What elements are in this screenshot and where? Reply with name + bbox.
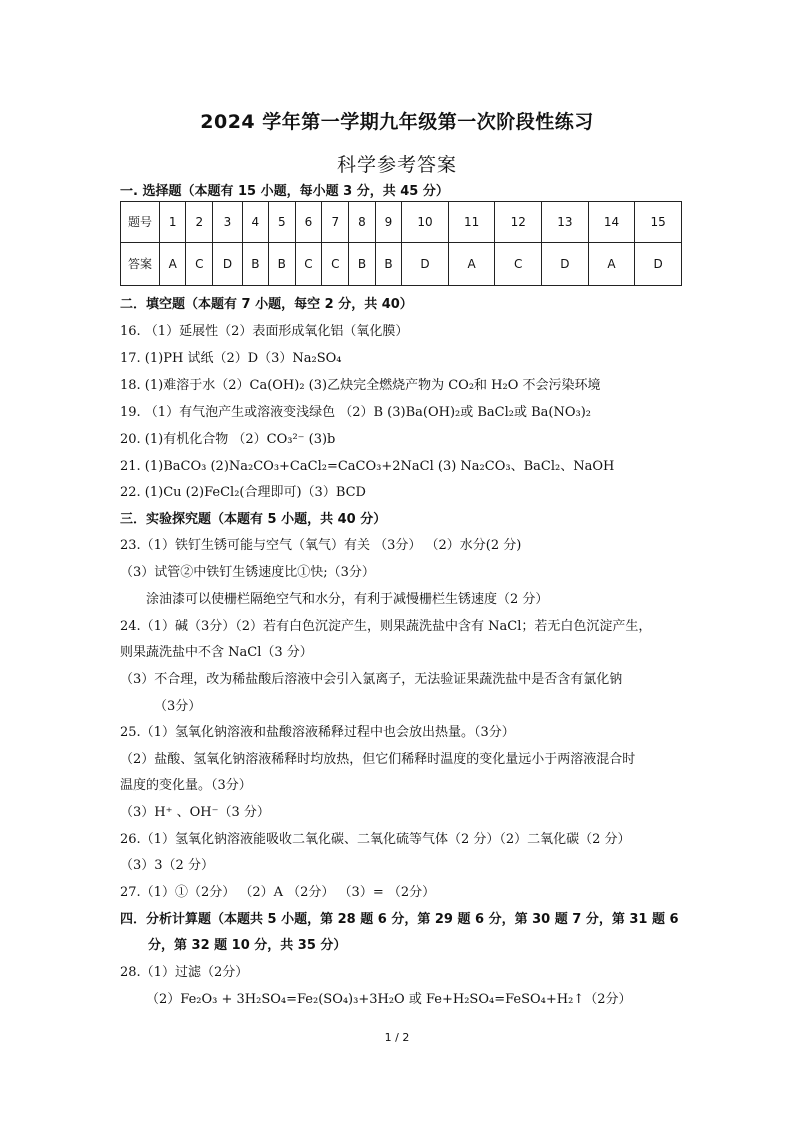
answer-line-25a: 25.（1）氢氧化钠溶液和盐酸溶液稀释过程中也会放出热量。（3分） xyxy=(120,725,515,740)
answer-cell: B xyxy=(269,243,295,286)
answer-cell: B xyxy=(375,243,401,286)
answer-cell: C xyxy=(295,243,322,286)
row-label-answer: 答案 xyxy=(121,243,160,286)
answer-line-25b: （2）盐酸、氢氧化钠溶液稀释时均放热，但它们稀释时温度的变化量远小于两溶液混合时 xyxy=(120,752,636,767)
section-heading-experiment: 三．实验探究题（本题有 5 小题，共 40 分） xyxy=(120,512,387,527)
page-number: 1 / 2 xyxy=(384,1031,410,1044)
question-number-cell: 3 xyxy=(213,202,242,243)
answer-cell: B xyxy=(349,243,375,286)
answer-cell: C xyxy=(495,243,542,286)
answer-line-28a: 28.（1）过滤（2分） xyxy=(120,965,249,980)
question-number-cell: 8 xyxy=(349,202,375,243)
question-number-cell: 2 xyxy=(186,202,213,243)
question-number-cell: 11 xyxy=(448,202,495,243)
answer-cell: D xyxy=(635,243,682,286)
answer-cell: D xyxy=(402,243,449,286)
question-number-cell: 1 xyxy=(160,202,186,243)
question-number-cell: 6 xyxy=(295,202,322,243)
answer-line-25c: 温度的变化量。（3分） xyxy=(120,778,252,793)
answer-line-23b: （3）试管②中铁钉生锈速度比①快;（3分） xyxy=(120,565,375,580)
answer-line-19: 19. （1）有气泡产生或溶液变浅绿色 （2）B (3)Ba(OH)₂或 BaCl₂或 Ba(NO₃)₂ xyxy=(120,405,592,420)
answer-cell: A xyxy=(588,243,635,286)
question-number-cell: 4 xyxy=(242,202,268,243)
answer-cell: A xyxy=(160,243,186,286)
page-title: 2024 学年第一学期九年级第一次阶段性练习 xyxy=(200,111,594,133)
answer-cell: A xyxy=(448,243,495,286)
section-heading-calc: 四．分析计算题（本题共 5 小题，第 28 题 6 分，第 29 题 6 分，第 30 题 7 分，第 31 题 6 xyxy=(120,912,679,927)
answer-cell: B xyxy=(242,243,268,286)
answer-line-25d: （3）H⁺ 、OH⁻（3 分） xyxy=(120,805,270,820)
answer-line-26a: 26.（1）氢氧化钠溶液能吸收二氧化碳、二氧化硫等气体（2 分）（2）二氧化碳（2 分） xyxy=(120,832,631,847)
answer-line-26b: （3）3（2 分） xyxy=(120,858,214,873)
answer-table xyxy=(120,201,682,286)
answer-line-28b: （2）Fe₂O₃ + 3H₂SO₄=Fe₂(SO₄)₃+3H₂O 或 Fe+H₂SO₄=FeSO₄+H₂↑（2分） xyxy=(146,992,632,1007)
section-heading-calc-cont: 分，第 32 题 10 分，共 35 分） xyxy=(148,938,347,953)
answer-line-23c: 涂油漆可以使栅栏隔绝空气和水分，有利于减慢栅栏生锈速度（2 分） xyxy=(146,592,549,607)
answer-line-24a: 24.（1）碱（3分）（2）若有白色沉淀产生，则果蔬洗盐中含有 NaCl；若无白色沉淀产生， xyxy=(120,619,652,634)
table-row-numbers xyxy=(121,202,682,243)
question-number-cell: 5 xyxy=(269,202,295,243)
section-heading-choice: 一. 选择题（本题有 15 小题，每小题 3 分，共 45 分） xyxy=(120,184,449,199)
answer-line-24c: （3）不合理，改为稀盐酸后溶液中会引入氯离子，无法验证果蔬洗盐中是否含有氯化钠 xyxy=(120,672,623,687)
question-number-cell: 7 xyxy=(322,202,349,243)
answer-cell: D xyxy=(542,243,589,286)
answer-line-21: 21. (1)BaCO₃ (2)Na₂CO₃+CaCl₂=CaCO₃+2NaCl (3) Na₂CO₃、BaCl₂、NaOH xyxy=(120,459,615,474)
question-number-cell: 13 xyxy=(542,202,589,243)
question-number-cell: 12 xyxy=(495,202,542,243)
answer-cell: C xyxy=(186,243,213,286)
answer-line-24b: 则果蔬洗盐中不含 NaCl（3 分） xyxy=(120,645,313,660)
question-number-cell: 9 xyxy=(375,202,401,243)
answer-line-27: 27.（1）①（2分） （2）A （2分） （3）= （2分） xyxy=(120,885,436,900)
answer-line-17: 17. (1)PH 试纸（2）D（3）Na₂SO₄ xyxy=(120,351,342,366)
page-subtitle: 科学参考答案 xyxy=(336,154,457,176)
answer-line-16: 16. （1）延展性（2）表面形成氧化铝（氧化膜） xyxy=(120,324,409,339)
answer-line-23a: 23.（1）铁钉生锈可能与空气（氧气）有关 （3分） （2）水分(2 分) xyxy=(120,538,522,553)
answer-cell: C xyxy=(322,243,349,286)
row-label-number: 题号 xyxy=(121,202,160,243)
question-number-cell: 15 xyxy=(635,202,682,243)
answer-line-24d: （3分） xyxy=(154,699,202,714)
question-number-cell: 14 xyxy=(588,202,635,243)
answer-cell: D xyxy=(213,243,242,286)
section-heading-fill: 二．填空题（本题有 7 小题，每空 2 分，共 40） xyxy=(120,297,413,312)
answer-line-20: 20. (1)有机化合物 （2）CO₃²⁻ (3)b xyxy=(120,432,336,447)
answer-line-22: 22. (1)Cu (2)FeCl₂(合理即可)（3）BCD xyxy=(120,485,366,500)
question-number-cell: 10 xyxy=(402,202,449,243)
table-row-answers xyxy=(121,243,682,286)
answer-line-18: 18. (1)难溶于水（2）Ca(OH)₂ (3)乙炔完全燃烧产物为 CO₂和 H₂O 不会污染环境 xyxy=(120,378,601,393)
